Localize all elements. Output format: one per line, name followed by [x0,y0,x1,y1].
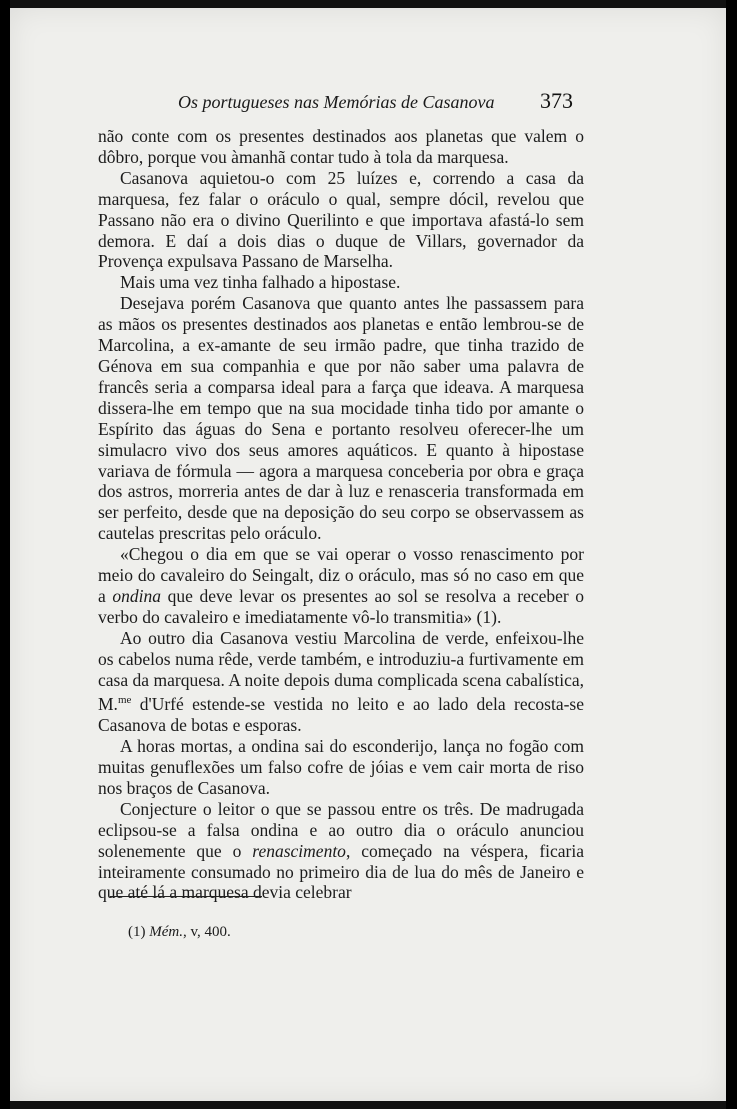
paragraph: A horas mortas, a ondina sai do esconderijo, lança no fogão com muitas genuflexões um falso cofre de jóias e vem cair morta de riso nos braços de Casanova. [98,736,584,798]
paragraph: Desejava porém Casanova que quanto antes lhe passassem para as mãos os presentes destinados aos planetas e então lembrou-se de Marcolina, a ex-amante de seu irmão padre, que tinha trazido de Génova em sua companhia e que por não saber uma palavra de francês seria a comparsa ideal para a farça que ideava. A marquesa dissera-lhe em tempo que na sua mocidade tinha tido por amante o Espírito das águas do Sena e portanto resolveu oferecer-lhe um simulacro vivo dos seus amores aquáticos. E quanto à hipostase variava de fórmula — agora a marquesa conceberia por obra e graça dos astros, morreria antes de dar à luz e renasceria transformada em ser perfeito, desde que na deposição do seu corpo se observassem as cautelas prescritas pelo oráculo. [98,293,584,544]
footnote-ref: , v, 400. [183,924,231,940]
text-run: Conjecture o leitor o que se passou entre os três. De madrugada eclipsou-se a falsa ondina e ao outro dia o oráculo anunciou solenemente que o [98,798,584,861]
superscript: me [117,694,132,707]
footnote-rule [110,896,262,897]
scan-border-left [0,0,10,1109]
footnote-mark: (1) [128,924,146,940]
paragraph [98,628,584,736]
running-title: Os portugueses nas Memórias de Casanova [178,92,495,112]
paragraph: Casanova aquietou-o com 25 luízes e, correndo a casa da marquesa, fez falar o oráculo o qual, sempre dócil, revelou que Passano não era o divino Querilinto e que importava afastá-lo sem demora. E daí a dois dias o duque de Villars, governador da Provença expulsava Passano de Marselha. [98,167,584,272]
text-run: d'Urfé estende-se vestida no leito e ao lado dela recosta-se Casanova de botas e esporas. [98,694,584,736]
paragraph [98,799,584,904]
italic-term: renascimento [252,840,346,861]
page-number: 373 [540,88,573,113]
scan-border-right [726,0,737,1109]
body-text [98,126,584,903]
book-page [10,8,726,1101]
footnote [128,924,231,941]
footnote-source: Mém. [149,924,183,940]
text-run: «Chegou o dia em que se vai operar o vosso renascimento por meio do cavaleiro do Seingalt, diz o oráculo, mas só no caso em que a [98,544,584,606]
paragraph-continuation: não conte com os presentes destinados aos planetas que valem o dôbro, porque vou àmanhã contar tudo à tola da marquesa. [98,126,584,167]
quoted-paragraph [98,544,584,628]
page-header [170,88,590,118]
text-run: , começado na véspera, ficaria inteiramente consumado no primeiro dia de lua do mês de Janeiro e que até lá a marquesa devia celebrar [98,840,584,903]
paragraph: Mais uma vez tinha falhado a hipostase. [120,272,401,293]
text-run: que deve levar os presentes ao sol se resolva a receber o verbo do cavaleiro e imediatamente vô-lo transmitia» (1). [98,585,585,627]
text-run: Ao outro dia Casanova vestiu Marcolina de verde, enfeixou-lhe os cabelos numa rêde, verde também, e introduziu-a furtivamente em casa da marquesa. A noite depois duma complicada scena cabalística, M. [98,627,584,715]
italic-term: ondina [112,585,161,606]
